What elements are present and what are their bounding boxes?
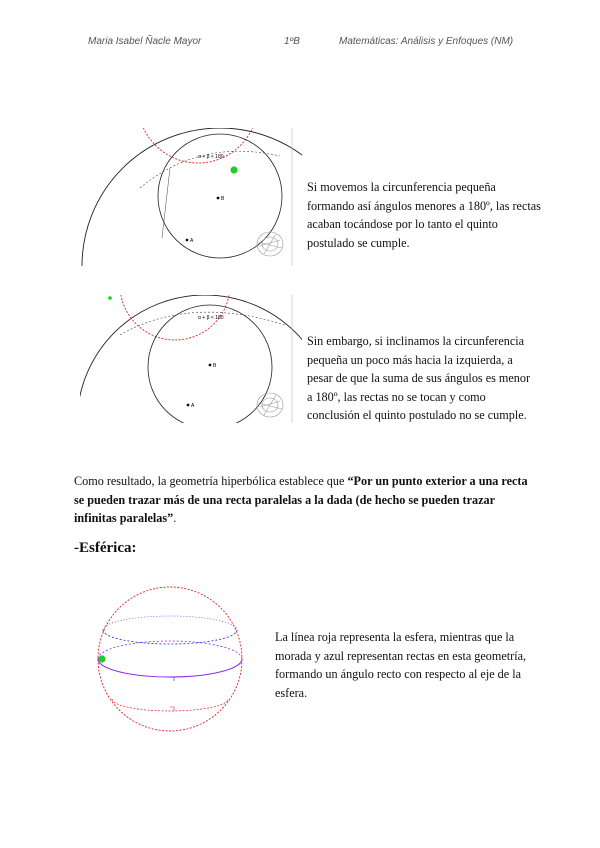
paragraph-2: Sin embargo, si inclinamos la circunferencia pequeña un poco más hacia la izquierda, a pesar de que la suma de sus ángulos es menor a 180º, las rectas no se tocan y como conclusión el quinto postulado no se cumple.: [307, 334, 531, 423]
conclusion-quote: “Por un punto exterior a una recta se pueden trazar más de una recta paralelas a la dada (de hecho se pueden trazar infinitas paralelas”: [74, 474, 528, 526]
purple-line: [98, 659, 242, 677]
conclusion-paragraph: [74, 472, 534, 528]
hyperbolic-diagram-2: [80, 295, 302, 423]
paragraph-3: La línea roja representa la esfera, mientras que la morada y azul representan rectas en esta geometría, formando un ángulo recto con respecto al eje de la esfera.: [275, 630, 527, 700]
angle-sum-label: α + β < 180: [198, 315, 224, 321]
point-b-marker: [217, 197, 220, 200]
purple-line-back: [98, 641, 242, 659]
hyperbolic-figure-1: [80, 128, 302, 266]
point-b-label: B: [221, 196, 225, 202]
green-point: [230, 166, 237, 173]
right-angle-mark: [170, 677, 174, 681]
header-group: 1ºB: [284, 36, 300, 47]
blue-line: [103, 630, 237, 644]
point-b-marker: [209, 364, 212, 367]
point-a-marker: [186, 239, 189, 242]
section-heading: -Esférica:: [74, 540, 137, 556]
conclusion-intro: Como resultado, la geometría hiperbólica establece que: [74, 474, 348, 488]
paragraph-1: Si movemos la circunferencia pequeña formando así ángulos menores a 180º, las rectas acaban tocándose por lo tanto el quinto postulado se cumple.: [307, 180, 541, 250]
point-a-label: A: [190, 238, 194, 244]
green-point: [108, 296, 112, 300]
blue-line-back: [103, 616, 237, 630]
point-a-label: A: [191, 403, 195, 409]
sphere-figure: [92, 580, 248, 738]
hyperbolic-figure-2: [80, 295, 302, 423]
red-sphere-circle: [98, 587, 242, 731]
hyperbolic-diagram-1: [80, 128, 302, 266]
conclusion-end: .: [173, 511, 177, 526]
compass-icon: [257, 393, 283, 417]
sphere-diagram: [92, 580, 248, 738]
point-a-marker: [187, 404, 190, 407]
angle-sum-label: α + β < 180: [198, 154, 224, 160]
compass-icon: [257, 232, 283, 256]
green-point: [98, 655, 105, 662]
header-course: Matemáticas: Análisis y Enfoques (NM): [339, 36, 514, 47]
point-b-label: B: [213, 363, 217, 369]
header-author: Maria Isabel Ñacle Mayor: [88, 36, 202, 47]
